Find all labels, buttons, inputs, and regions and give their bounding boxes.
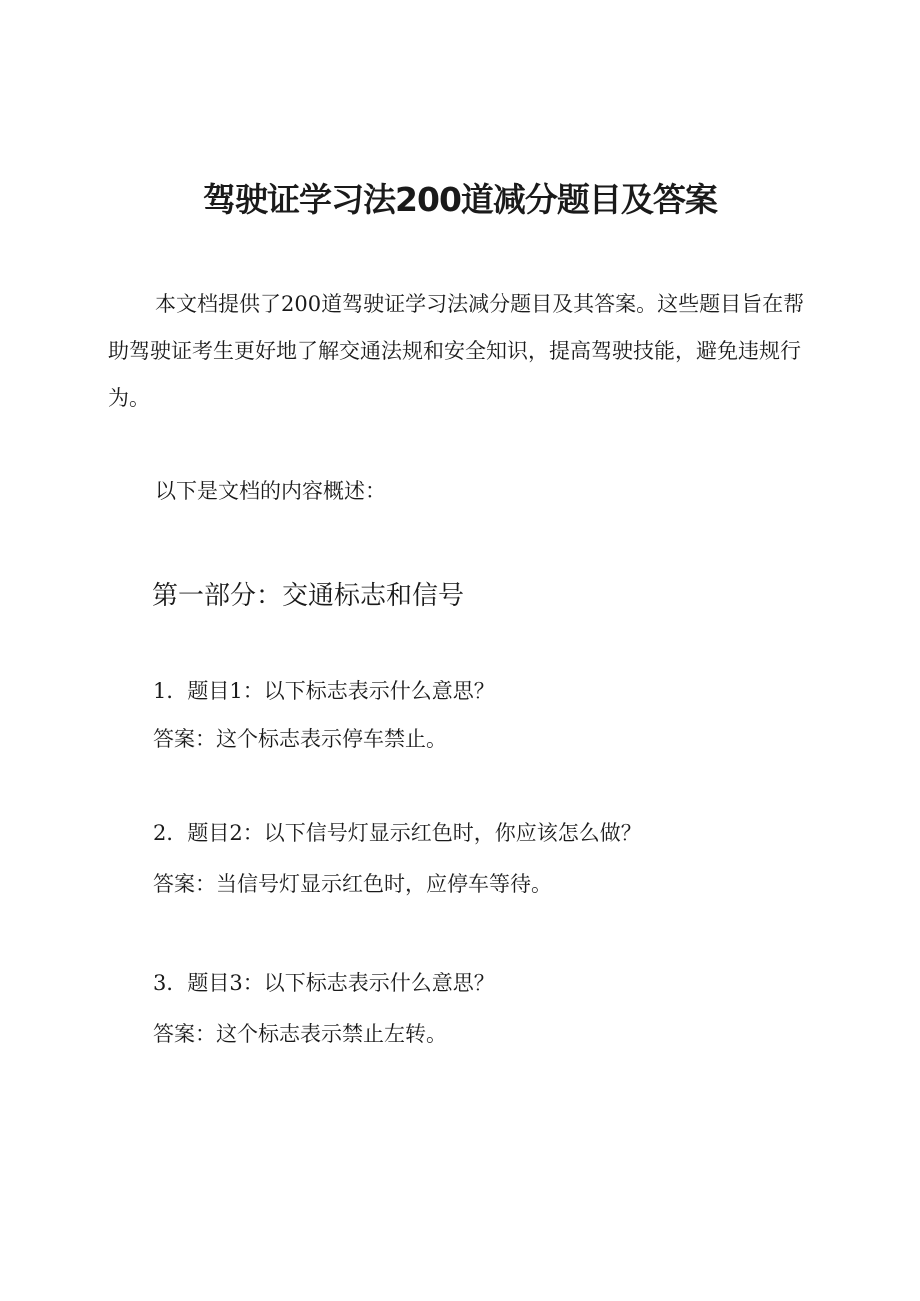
answer-2: 答案：当信号灯显示红色时，应停车等待。 (153, 872, 552, 896)
answer-1: 答案：这个标志表示停车禁止。 (153, 727, 447, 751)
document-title: 驾驶证学习法200道减分题目及答案 (203, 180, 717, 219)
question-3: 3．题目3：以下标志表示什么意思？ (153, 971, 495, 995)
question-1: 1．题目1：以下标志表示什么意思？ (153, 679, 495, 703)
section-heading: 第一部分：交通标志和信号 (152, 581, 465, 611)
answer-3: 答案：这个标志表示禁止左转。 (153, 1022, 447, 1046)
overview-line: 以下是文档的内容概述： (155, 479, 386, 503)
question-2: 2．题目2：以下信号灯显示红色时，你应该怎么做？ (153, 821, 642, 845)
intro-paragraph: 本文档提供了200道驾驶证学习法减分题目及其答案。这些题目旨在帮助驾驶证考生更好地了解交通法规和安全知识，提高驾驶技能，避免违规行为。 (108, 292, 805, 410)
